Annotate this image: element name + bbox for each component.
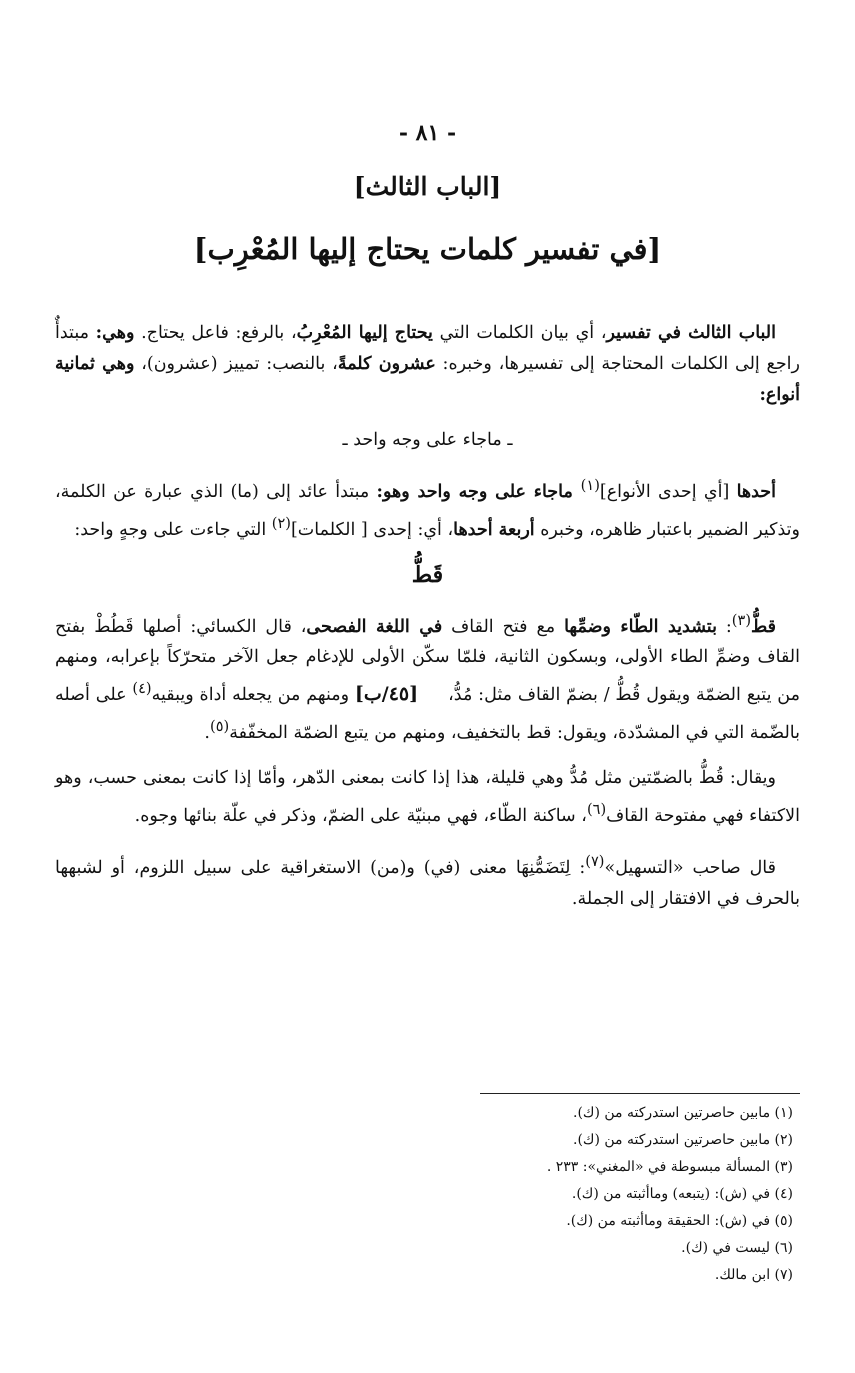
text-run: ، أي بيان الكلمات التي — [432, 323, 607, 343]
main-text — [55, 318, 800, 929]
footnote-ref: (٢) — [271, 514, 291, 532]
bold-text: عشرون كلمةً — [337, 354, 436, 374]
text-run: : لِتَضَمُّنِهَا معنى (في) و(من) الاستغراقية على سبيل اللزوم، أو لشبهها بالحرف في الافتقار إلى الجملة. — [55, 857, 800, 909]
footnote-item: (٢) مابين حاصرتين استدركته من (ك). — [573, 1132, 793, 1148]
footnote-item: (١) مابين حاصرتين استدركته من (ك). — [573, 1105, 793, 1121]
footnote-divider — [480, 1093, 800, 1094]
chapter-title: [الباب الثالث] — [353, 172, 502, 201]
bold-text: يحتاج إليها المُعْرِبُ — [296, 323, 433, 343]
bold-text: أحدها — [736, 481, 776, 502]
footnote-ref: (٣) — [731, 611, 752, 629]
bold-text: ماجاء على وجه واحد وهو: — [376, 481, 581, 502]
bold-text: الباب الثالث في تفسير — [606, 323, 776, 343]
footnote-item: (٣) المسألة مبسوطة في «المغني»: ٢٣٣ . — [546, 1159, 793, 1175]
text-run: ، قال الكسائي: أصلها قَطُطْ بفتح القاف وضمِّ الطاء الأولى، وبسكون الثانية، فلمّا سكّن الأولى للإدغام جعل الآخر متحرّكاً بإعرابه، ومنهم من يتبع الضمّة ويقول قُطُّ / بضمّ القاف مثل: مُدُّ، — [55, 616, 800, 706]
footnote-ref: (٧) — [585, 852, 605, 870]
text-run: ، ساكنة الطّاء، فهي مبنيّة على الضمّ، وذكر في علّة بنائها وجوه. — [134, 805, 587, 826]
footnote-ref: (٦) — [586, 801, 607, 819]
text-run: ، بالنصب: تمييز (عشرون)، — [134, 354, 338, 374]
text-run: مبتدأٌ راجع إلى الكلمات المحتاجة إلى تفسيرها، وخبره: — [55, 323, 800, 374]
text-run: مبتدأ عائد إلى (ما) الذي عبارة عن الكلمة، وتذكير الضمير باعتبار ظاهره، وخبره — [55, 481, 800, 540]
bold-text: وهي: — [95, 323, 135, 343]
bold-text: بتشديد الطّاء وضمِّها — [564, 616, 717, 637]
page-number: - ٨١ - — [398, 120, 457, 146]
paragraph-5 — [55, 846, 800, 915]
footnotes — [373, 1100, 793, 1289]
paragraph-1 — [55, 318, 800, 411]
paragraph-2 — [55, 470, 800, 546]
text-run: [أي إحدى الأنواع] — [599, 481, 737, 502]
bold-text: قطُّ — [751, 616, 776, 637]
bold-text: وهي ثمانية أنواع: — [55, 354, 800, 405]
section-heading: ـ ماجاء على وجه واحد ـ — [342, 430, 513, 450]
paragraph-4 — [55, 763, 800, 832]
bold-text: في اللغة الفصحى — [306, 616, 443, 637]
text-run: : — [716, 616, 732, 637]
text-run: على أصله بالضّمة التي في المشدّدة، ويقول: قط بالتخفيف، ومنهم من يتبع الضمّة المخفّفة — [55, 685, 800, 744]
footnote-ref: (١) — [580, 477, 600, 494]
text-run: قال صاحب «التسهيل» — [604, 857, 776, 878]
text-run: ، بالرفع: فاعل يحتاج. — [134, 323, 297, 343]
footnote-item: (٥) في (ش): الحقيقة وماأثبته من (ك). — [566, 1213, 793, 1229]
footnote-item: (٦) ليست في (ك). — [681, 1240, 793, 1256]
paragraph-3 — [55, 605, 800, 749]
headword: قَطُّ — [411, 561, 444, 588]
text-run: التي جاءت على وجهٍ واحد: — [74, 519, 272, 540]
folio-marker: [٤٥/ب] — [354, 683, 419, 706]
chapter-subtitle: [في تفسير كلمات يحتاج إليها المُعْرِب] — [193, 232, 662, 266]
text-run: ، أي: إحدى [ الكلمات] — [290, 519, 454, 540]
footnote-ref: (٤) — [132, 680, 152, 698]
text-run: ويقال: قُطُّ بالضمّتين مثل مُدُّ وهي قليلة، هذا إذا كانت بمعنى الدّهر، وأمّا إذا كانت بمعنى حسب، وهو الاكتفاء فهي مفتوحة القاف — [55, 768, 800, 826]
text-run: . — [204, 723, 210, 744]
text-run: مع فتح القاف — [442, 616, 565, 637]
footnote-item: (٧) ابن مالك. — [714, 1267, 793, 1283]
footnote-ref: (٥) — [210, 718, 230, 736]
footnote-item: (٤) في (ش): (يتبعه) وماأثبته من (ك). — [571, 1186, 793, 1202]
text-run: ومنهم من يجعله أداة ويبقيه — [151, 685, 355, 706]
bold-text: أربعة أحدها — [453, 519, 535, 540]
